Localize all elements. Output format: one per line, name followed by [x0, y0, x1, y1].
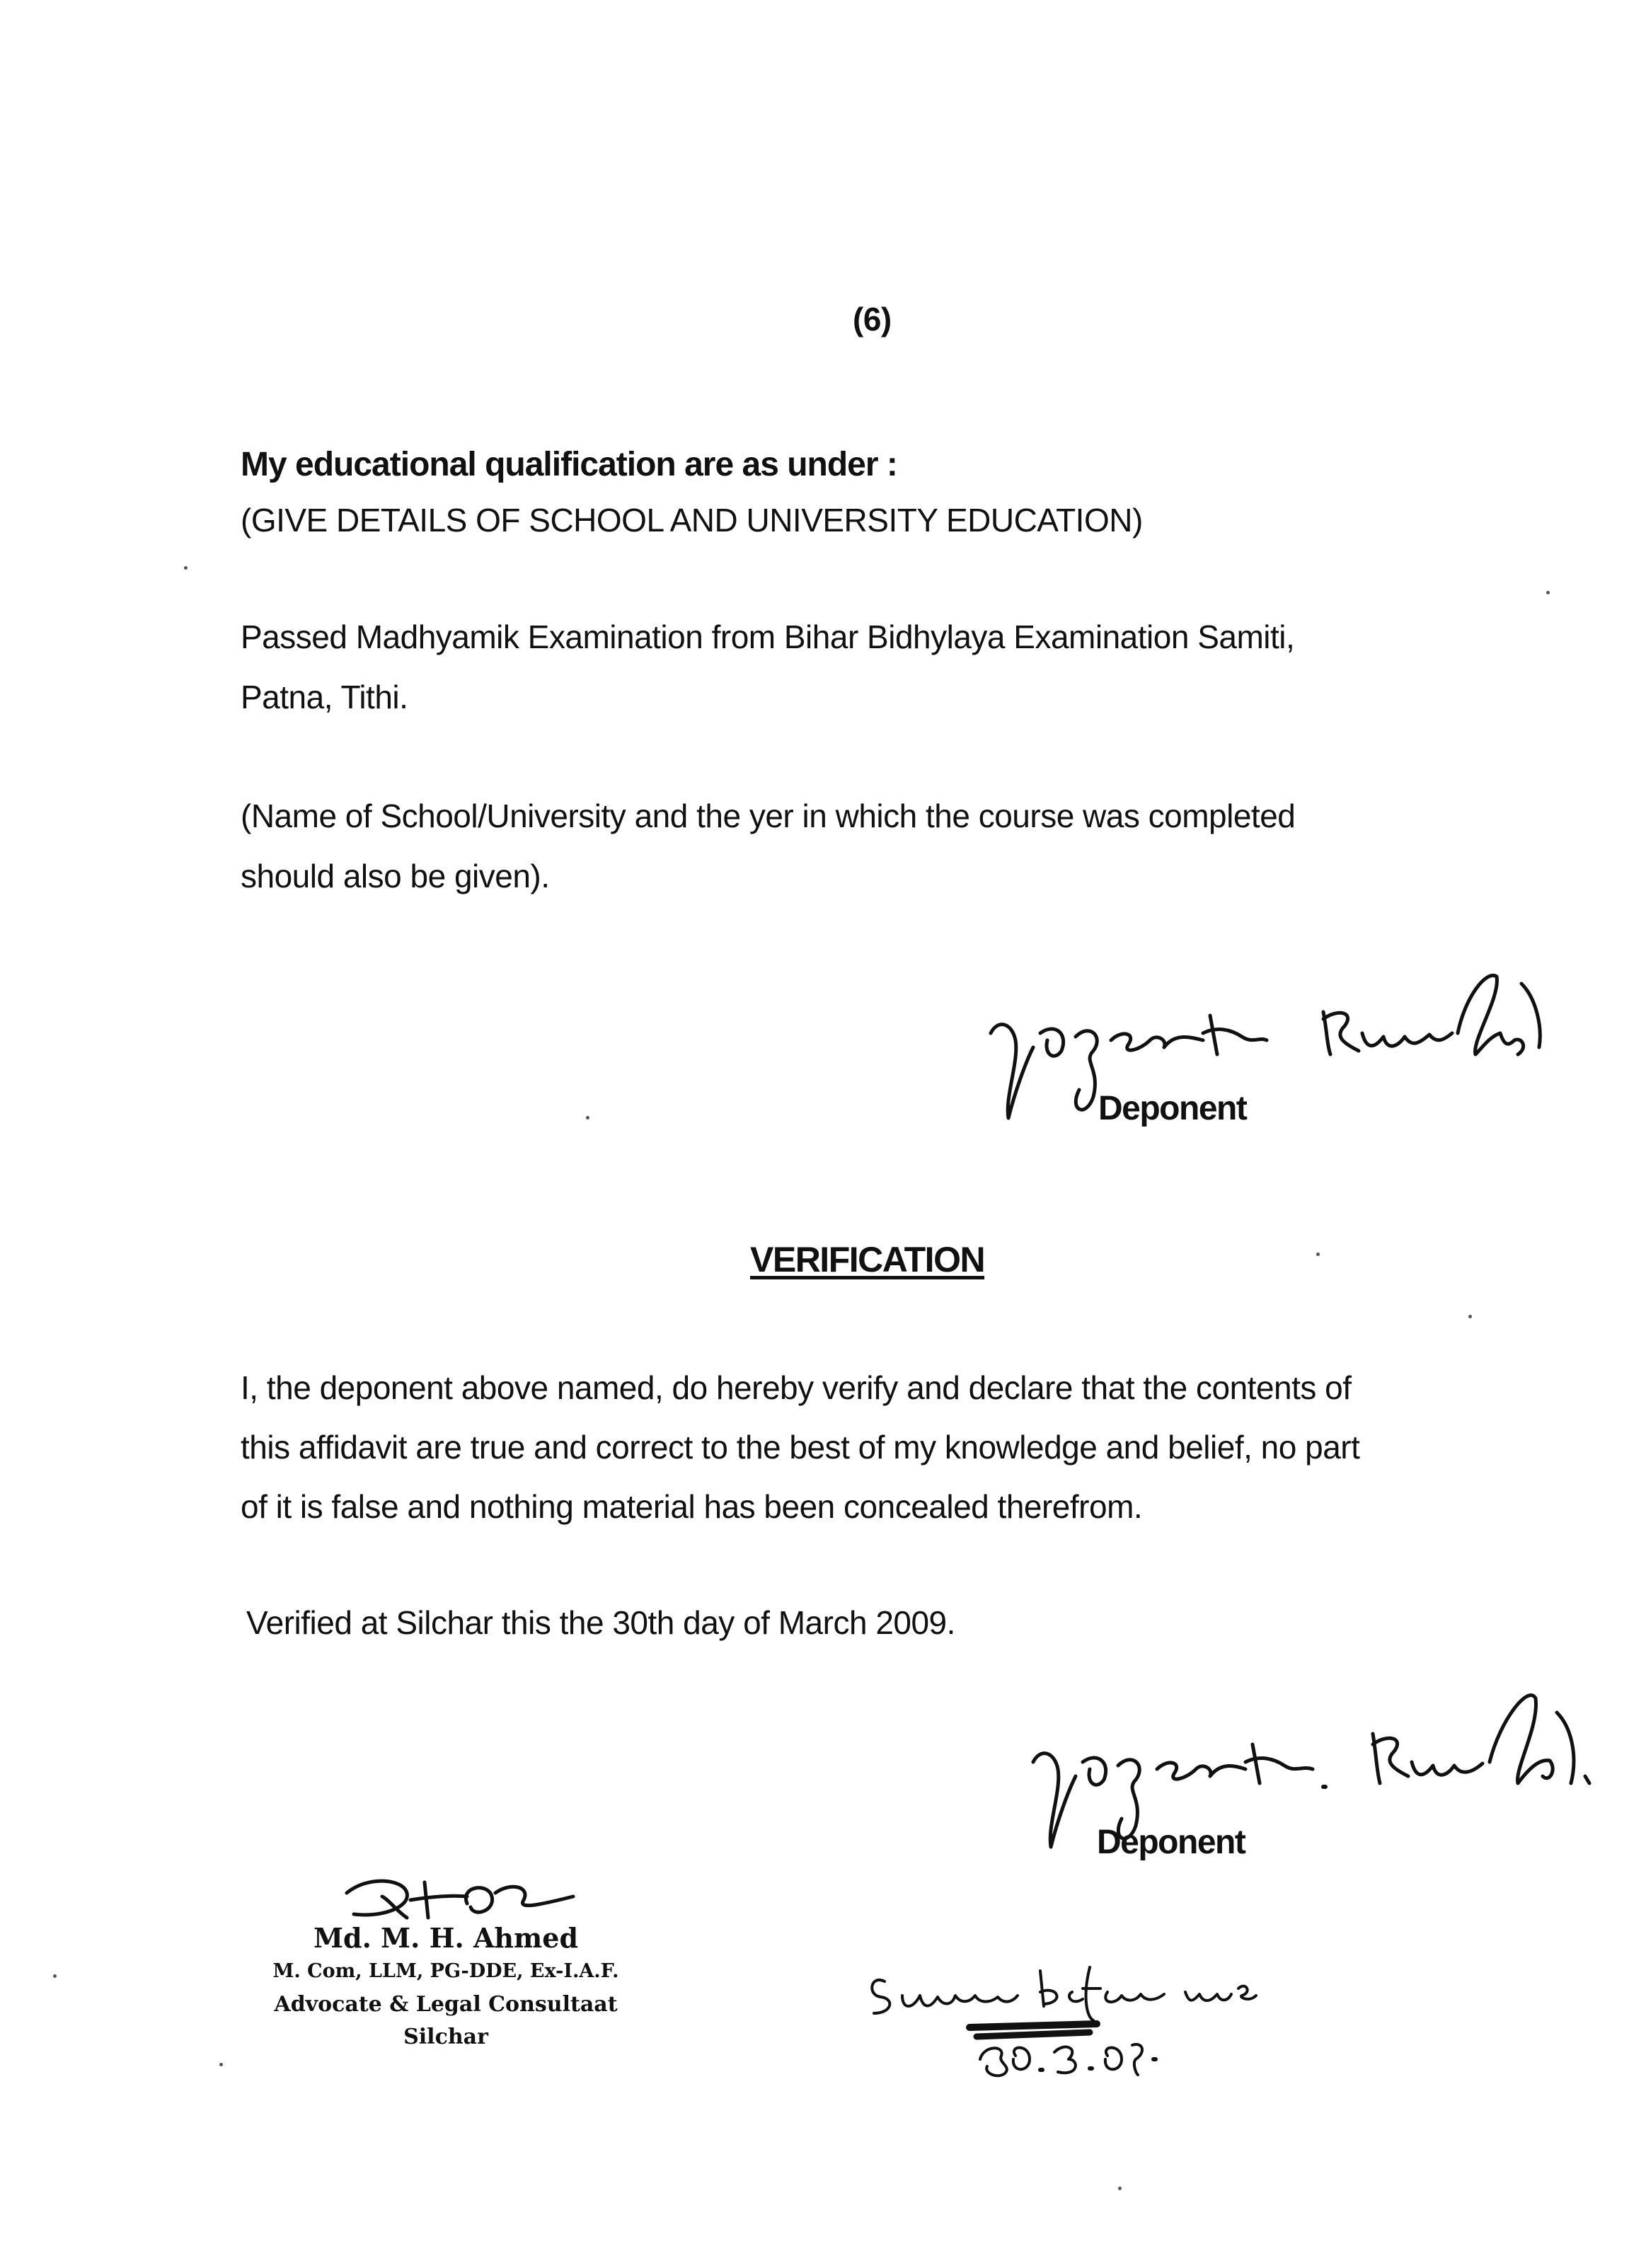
- scan-speck: [1316, 1253, 1320, 1256]
- scan-speck: [586, 1116, 589, 1119]
- verified-at-line: Verified at Silchar this the 30th day of March 2009.: [246, 1604, 955, 1641]
- deponent-label-2: Deponent: [1097, 1824, 1245, 1861]
- advocate-title: Advocate & Legal Consultaat: [274, 1992, 618, 2017]
- note-line2: should also be given).: [241, 858, 550, 894]
- scan-speck: [1546, 591, 1550, 594]
- verification-title: VERIFICATION: [750, 1240, 985, 1279]
- scan-speck: [53, 1974, 57, 1978]
- advocate-name: Md. M. H. Ahmed: [313, 1922, 579, 1954]
- sworn-before-me-note: [863, 1953, 1260, 2080]
- deponent-signature-1: [977, 955, 1557, 1132]
- scan-speck: [1468, 1315, 1472, 1318]
- deponent-label-1: Deponent: [1098, 1090, 1247, 1127]
- scan-speck: [184, 566, 188, 570]
- scan-speck: [1118, 2187, 1122, 2190]
- page-number: (6): [853, 301, 892, 338]
- advocate-stamp: [234, 1921, 658, 2053]
- verification-line2: this affidavit are true and correct to the best of my knowledge and belief, no part: [241, 1429, 1360, 1466]
- advocate-place: Silchar: [403, 2025, 488, 2049]
- scan-speck: [219, 2063, 223, 2066]
- advocate-qualifications: M. Com, LLM, PG-DDE, Ex-I.A.F.: [272, 1960, 619, 1982]
- verification-line1: I, the deponent above named, do hereby verify and declare that the contents of: [241, 1369, 1352, 1406]
- qualification-heading: My educational qualification are as under :: [241, 446, 897, 483]
- qualification-detail-line1: Passed Madhyamik Examination from Bihar Bidhylaya Examination Samiti,: [241, 618, 1295, 655]
- verification-line3: of it is false and nothing material has been concealed therefrom.: [241, 1488, 1143, 1525]
- note-line1: (Name of School/University and the yer in which the course was completed: [241, 798, 1296, 834]
- qualification-instruction: (GIVE DETAILS OF SCHOOL AND UNIVERSITY EDUCATION): [241, 502, 1143, 539]
- qualification-detail-line2: Patna, Tithi.: [241, 679, 408, 715]
